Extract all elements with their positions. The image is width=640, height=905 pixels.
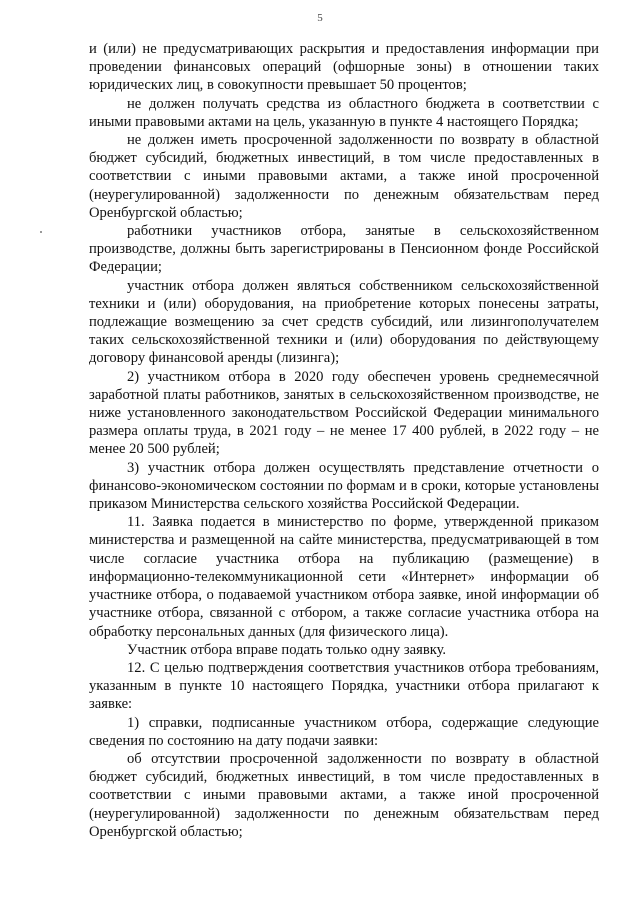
paragraph-11: 1) справки, подписанные участником отбора, содержащие следующие сведения по состоянию на дату подачи заявки: — [89, 714, 599, 749]
paragraph-12: об отсутствии просроченной задолженности по возврату в областной бюджет субсидий, бюджетных инвестиций, в том числе предоставленных в соответствии с иными правовыми актами, а также иной просроченной (неурегулированной) задолженности по денежным обязательствам перед Оренбургской областью; — [89, 750, 599, 840]
document-body — [89, 40, 599, 841]
paragraph-4: работники участников отбора, занятые в сельскохозяйственном производстве, должны быть зарегистрированы в Пенсионном фонде Российской Федерации; — [89, 223, 599, 276]
paragraph-6: 2) участником отбора в 2020 году обеспечен уровень среднемесячной заработной платы работников, занятых в сельскохозяйственном производстве, не ниже установленного законодательством Российской Федерации минимального размера оплаты труда, в 2021 году – не менее 17 400 рублей, в 2022 году – не менее 20 500 рублей; — [89, 368, 599, 458]
page-number: 5 — [317, 12, 323, 24]
margin-dot — [40, 231, 42, 233]
paragraph-3: не должен иметь просроченной задолженности по возврату в областной бюджет субсидий, бюджетных инвестиций, в том числе предоставленных в соответствии с иными правовыми актами, а также иной просроченной (неурегулированной) задолженности по денежным обязательствам перед Оренбургской областью; — [89, 132, 599, 221]
paragraph-1: и (или) не предусматривающих раскрытия и предоставления информации при проведении финансовых операций (офшорные зоны) в отношении таких юридических лиц, в совокупности превышает 50 процентов; — [89, 41, 599, 94]
paragraph-8: 11. Заявка подается в министерство по форме, утвержденной приказом министерства и размещенной на сайте министерства, предусматривающей в том числе согласие участника отбора на публикацию (размещение) в информационно-телекоммуникационной сети «Интернет» информации об участнике отбора, о подаваемой участником отбора заявке, иной информации об участнике отбора, связанной с отбором, а также согласие участника отбора на обработку персональных данных (для физического лица). — [89, 514, 599, 640]
paragraph-9: Участник отбора вправе подать только одну заявку. — [127, 641, 447, 658]
paragraph-2: не должен получать средства из областного бюджета в соответствии с иными правовыми актами на цель, указанную в пункте 4 настоящего Порядка; — [89, 95, 599, 130]
paragraph-10: 12. С целью подтверждения соответствия участников отбора требованиям, указанным в пункте 10 настоящего Порядка, участники отбора прилагают к заявке: — [89, 659, 599, 713]
paragraph-7: 3) участник отбора должен осуществлять представление отчетности о финансово-экономическом состоянии по формам и в сроки, которые установлены приказом Министерства сельского хозяйства Российской Федерации. — [89, 459, 599, 513]
paragraph-5: участник отбора должен являться собственником сельскохозяйственной техники и (или) оборудования, на приобретение которых понесены затраты, подлежащие возмещению за счет средств субсидий, или лизингополучателем таких сельскохозяйственной техники и (или) оборудования по действующему договору финансовой аренды (лизинга); — [89, 277, 599, 367]
